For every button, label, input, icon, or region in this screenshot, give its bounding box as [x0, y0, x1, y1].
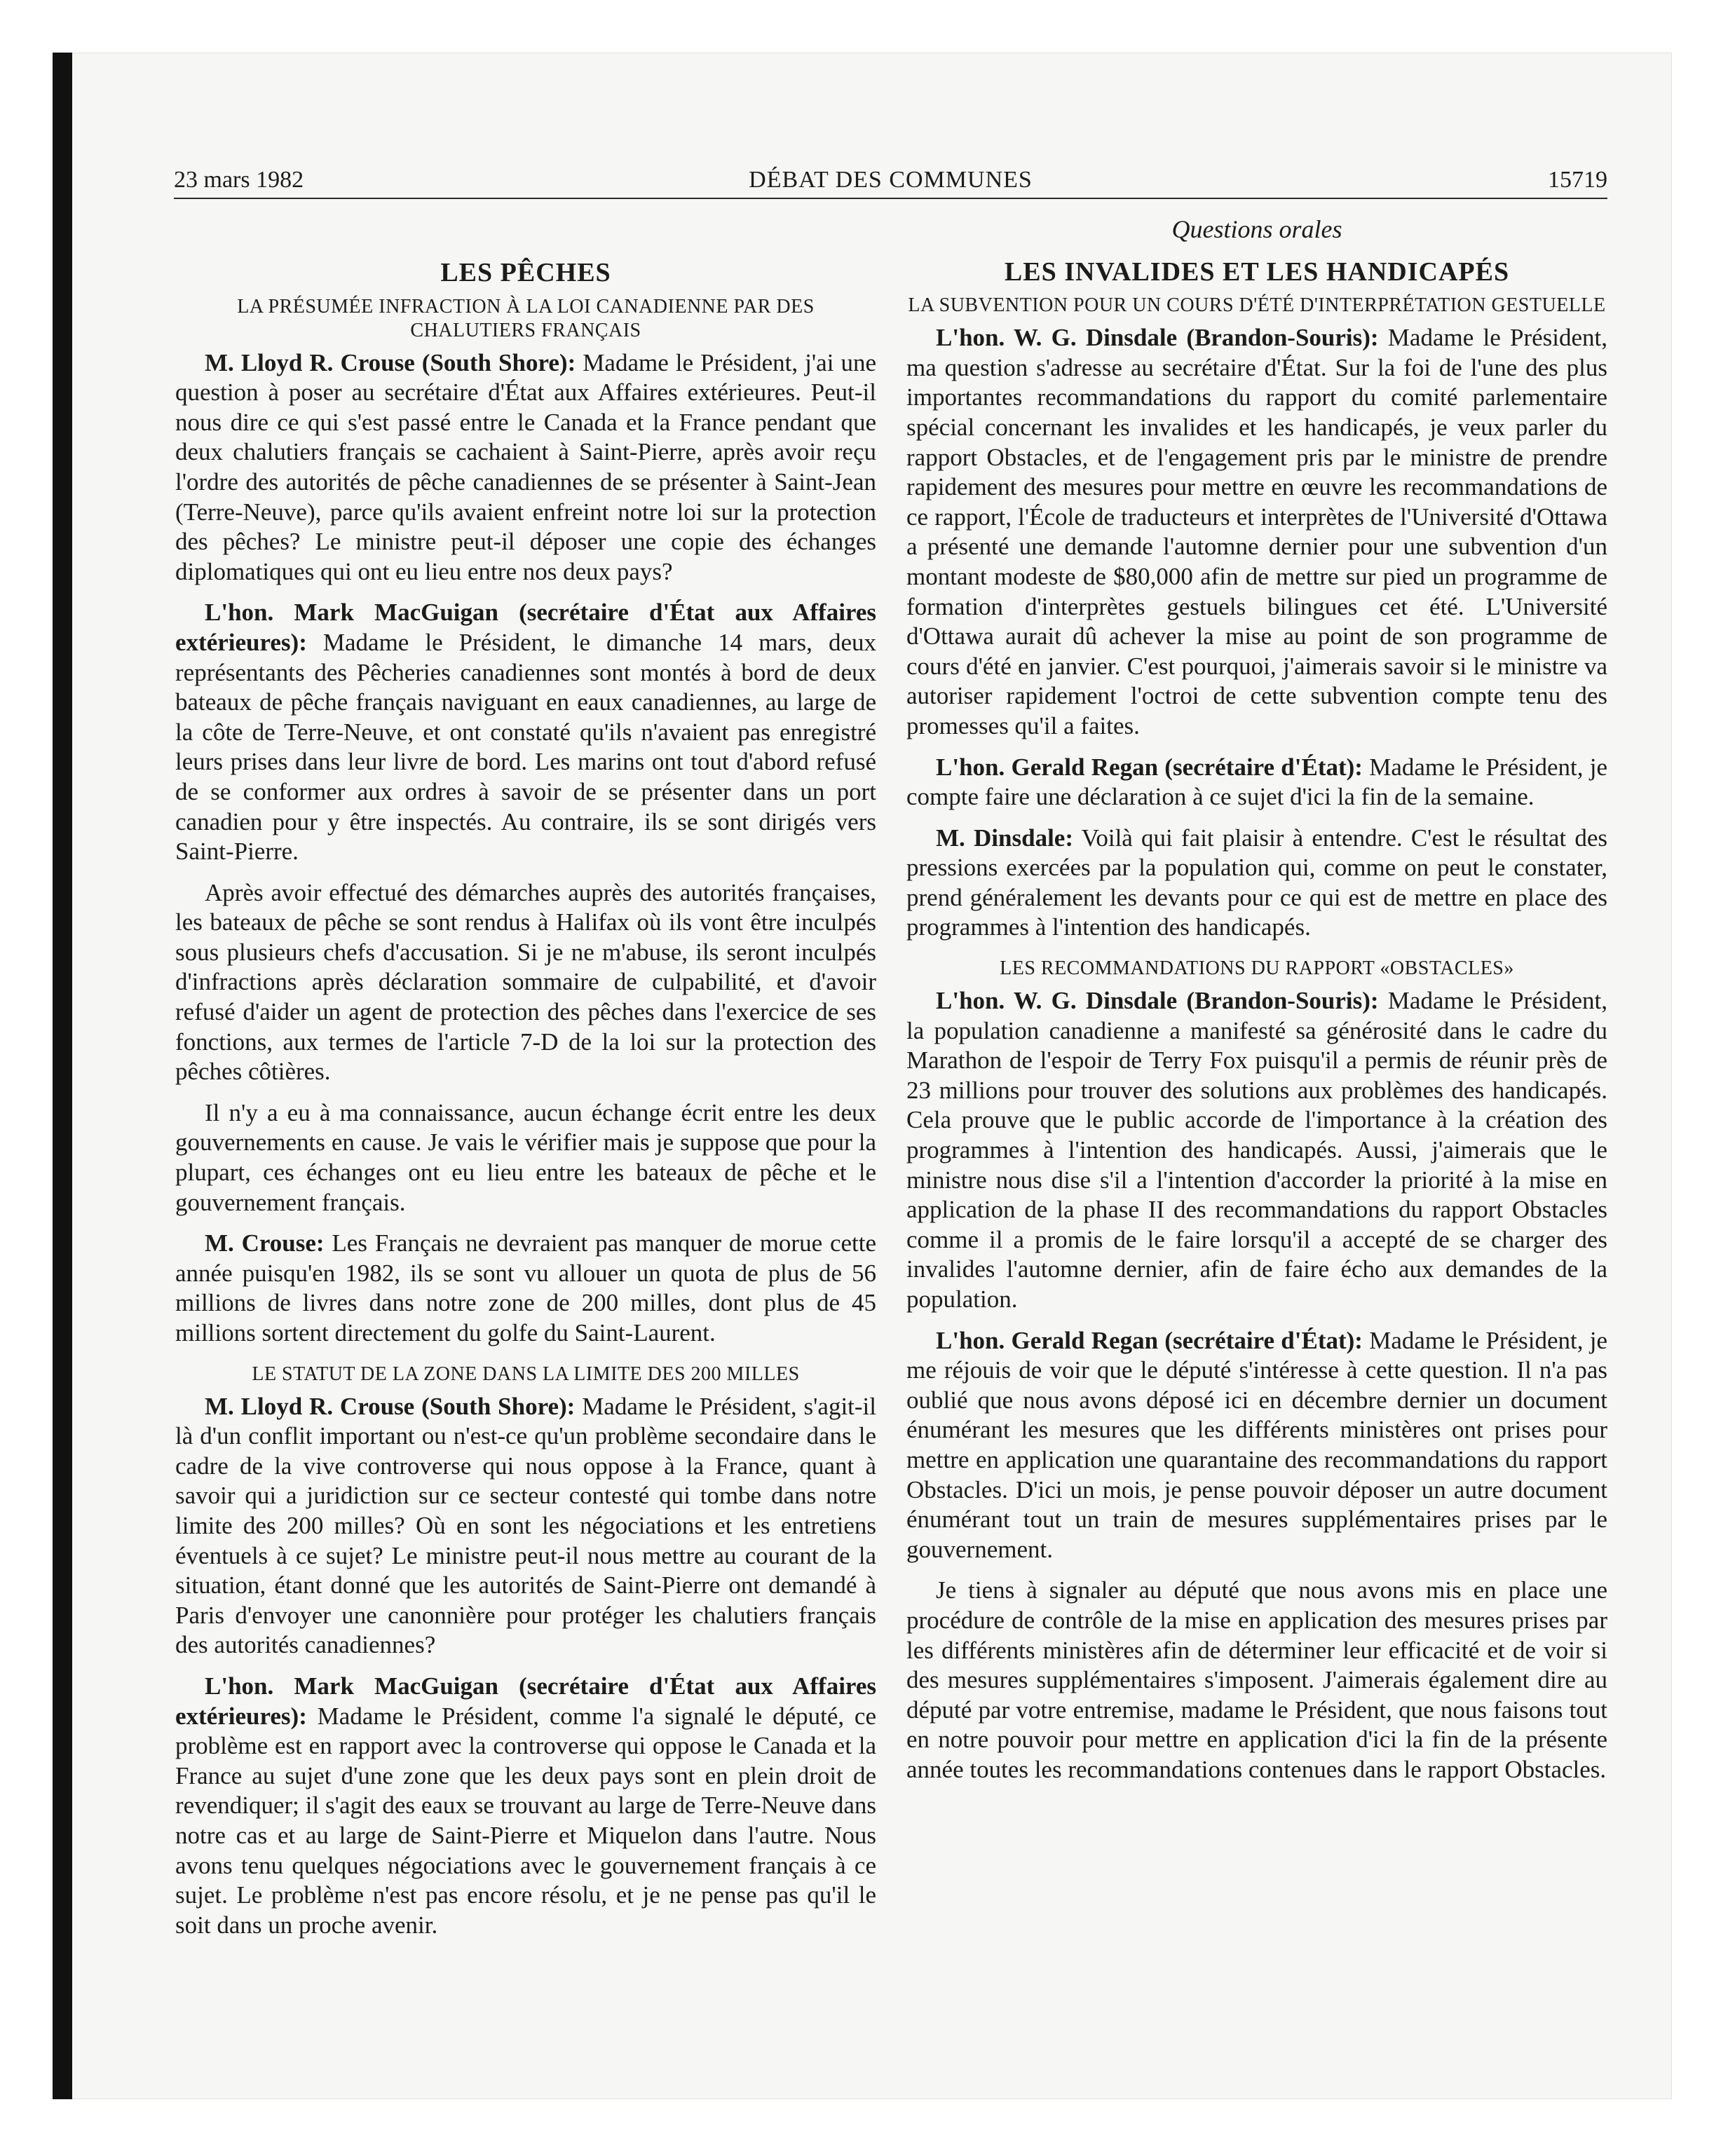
- speaker: L'hon. Mark MacGuigan (secrétaire d'État aux Affaires extérieures):: [175, 1672, 876, 1730]
- paragraph-text: Madame le Président, je me réjouis de voir que le député s'intéresse à cette question. Il n'a pas oublié que nous avons déposé ici en décembre dernier un document énumérant les mesures que les différents ministères ont prises pour mettre en application une quarantaine des recommandations du rapport Obstacles. D'ici un mois, je pense pouvoir déposer un autre document énumérant tout un train de mesures supplémentaires prises par le gouvernement.: [906, 1326, 1607, 1563]
- left-column: [175, 214, 876, 1951]
- page-header: [174, 163, 1607, 199]
- left-column-spacer: [175, 214, 876, 255]
- header-page-number: 15719: [1548, 167, 1607, 193]
- header-date: 23 mars 1982: [174, 167, 304, 193]
- paragraph: [175, 1229, 876, 1348]
- speaker: M. Crouse:: [205, 1229, 325, 1257]
- section-label-questions-orales: Questions orales: [1171, 215, 1342, 243]
- speaker: L'hon. W. G. Dinsdale (Brandon-Souris):: [936, 324, 1379, 352]
- speaker: L'hon. Gerald Regan (secrétaire d'État):: [936, 753, 1363, 781]
- paragraph: Après avoir effectué des démarches auprès des autorités françaises, les bateaux de pêche se sont rendus à Halifax où ils vont être inculpés sous plusieurs chefs d'accusation. Si je ne m'abuse, ils seront inculpés d'infractions après déclaration sommaire de culpabilité, et d'avoir refusé d'aider un agent de protection des pêches dans l'exercice de ses fonctions, aux termes de l'article 7-D de la loi sur la protection des pêches côtières.: [175, 878, 876, 1086]
- subhead-subvention: LA SUBVENTION POUR UN COURS D'ÉTÉ D'INTERPRÉTATION GESTUELLE: [908, 294, 1606, 317]
- paragraph-text: Madame le Président, le dimanche 14 mars, deux représentants des Pêcheries canadiennes sont montés à bord de deux bateaux de pêche français naviguant en eaux canadiennes, au large de la côte de Terre-Neuve, et ont constaté qu'ils n'avaient pas enregistré leurs prises dans leur livre de bord. Les marins ont tout d'abord refusé de se conformer aux ordres à savoir de se présenter dans un port canadien pour y être inspectés. Au contraire, ils se sont dirigés vers Saint-Pierre.: [175, 628, 876, 866]
- paragraph: [906, 753, 1607, 812]
- right-column: [906, 214, 1607, 1796]
- paragraph-text: Madame le Président, ma question s'adresse au secrétaire d'État. Sur la foi de l'une des plus importantes recommandations du rapport du comité parlementaire spécial concernant les invalides et les handicapés, je veux parler du rapport Obstacles, et de l'engagement pris par le ministre de prendre rapidement des mesures pour mettre en œuvre les recommandations de ce rapport, l'École de traducteurs et interprètes de l'Université d'Ottawa a présenté une demande l'automne dernier pour une subvention d'un montant modeste de $80,000 afin de mettre sur pied un programme de formation d'interprètes gestuels bilingues cet été. L'Université d'Ottawa aurait dû achever la mise au point de son programme de cours d'été en janvier. C'est pourquoi, j'aimerais savoir si le ministre va autoriser rapidement l'octroi de cette subvention compte tenu des promesses qu'il a faites.: [906, 324, 1607, 739]
- speaker: L'hon. Mark MacGuigan (secrétaire d'État aux Affaires extérieures):: [175, 599, 876, 656]
- paragraph: [906, 824, 1607, 943]
- speaker: M. Lloyd R. Crouse (South Shore):: [205, 348, 576, 376]
- speaker: L'hon. W. G. Dinsdale (Brandon-Souris):: [936, 987, 1379, 1015]
- paragraph-text: Madame le Président, s'agit-il là d'un conflit important ou n'est-ce qu'un problème secondaire dans le cadre de la vive controverse qui nous oppose à la France, quant à savoir qui a juridiction sur ce secteur contesté qui tombe dans notre limite des 200 milles? Où en sont les négociations et les entretiens éventuels à ce sujet? Le ministre peut-il nous mettre au courant de la situation, étant donné que les autorités de Saint-Pierre ont demandé à Paris d'envoyer une canonnière pour protéger les chalutiers français des autorités canadiennes?: [175, 1392, 876, 1659]
- paragraph: [906, 1326, 1607, 1565]
- section-title-invalides: LES INVALIDES ET LES HANDICAPÉS: [1004, 257, 1510, 287]
- speaker: M. Lloyd R. Crouse (South Shore):: [205, 1392, 576, 1420]
- section-title-peches: LES PÊCHES: [440, 258, 611, 287]
- paragraph: [175, 598, 876, 866]
- paragraph-text: Madame le Président, comme l'a signalé le député, ce problème est en rapport avec la controverse qui oppose le Canada et la France au sujet d'une zone que les deux pays sont en plein droit de revendiquer; il s'agit des eaux se trouvant au large de Terre-Neuve dans notre cas et au large de Saint-Pierre et Miquelon dans l'autre. Nous avons tenu quelques négociations avec le gouvernement français à ce sujet. Le problème n'est pas encore résolu, et je ne pense pas qu'il le soit dans un proche avenir.: [175, 1702, 876, 1939]
- paragraph: [906, 986, 1607, 1315]
- paragraph-text: Voilà qui fait plaisir à entendre. C'est le résultat des pressions exercées par la population qui, comme on peut le constater, prend généralement les devants pour ce qui est de mettre en place des programmes à l'intention des handicapés.: [906, 824, 1607, 941]
- speaker: L'hon. Gerald Regan (secrétaire d'État):: [936, 1326, 1363, 1354]
- binding-edge: [53, 53, 72, 2099]
- paragraph: Je tiens à signaler au député que nous avons mis en place une procédure de contrôle de la mise en application des mesures prises par les différents ministères afin de déterminer leur efficacité et de voir si des mesures supplémentaires s'imposent. J'aimerais également dire au député par votre entremise, madame le Président, que nous faisons tout en notre pouvoir pour mettre en application d'ici la fin de la présente année toutes les recommandations contenues dans le rapport Obstacles.: [906, 1576, 1607, 1783]
- subhead-recommandations: LES RECOMMANDATIONS DU RAPPORT «OBSTACLES»: [1000, 957, 1514, 980]
- paragraph-text: Les Français ne devraient pas manquer de morue cette année puisqu'en 1982, ils se sont vu allouer un quota de plus de 56 millions de livres dans notre zone de 200 milles, dont plus de 45 millions sortent directement du golfe du Saint-Laurent.: [175, 1229, 876, 1346]
- speaker: M. Dinsdale:: [936, 824, 1073, 852]
- subhead-zone-200-milles: LE STATUT DE LA ZONE DANS LA LIMITE DES 200 MILLES: [252, 1363, 800, 1385]
- header-title: DÉBAT DES COMMUNES: [749, 167, 1033, 193]
- subhead-infraction: LA PRÉSUMÉE INFRACTION À LA LOI CANADIENNE PAR DES CHALUTIERS FRANÇAIS: [237, 295, 815, 341]
- paragraph: Il n'y a eu à ma connaissance, aucun échange écrit entre les deux gouvernements en cause. Je vais le vérifier mais je suppose que pour la plupart, ces échanges ont eu lieu entre les bateaux de pêche et le gouvernement français.: [175, 1098, 876, 1216]
- paragraph: [175, 1392, 876, 1660]
- paragraph: [175, 348, 876, 587]
- paragraph-text: Madame le Président, la population canadienne a manifesté sa générosité dans le cadre du Marathon de l'espoir de Terry Fox puisqu'il a permis de réunir près de 23 millions pour trouver des solutions aux problèmes des handicapés. Cela prouve que le public accorde de l'importance à la création des programmes à l'intention des handicapés. Aussi, j'aimerais que le ministre nous dise s'il a l'intention d'accorder la priorité à la mise en application de la phase II des recommandations du rapport Obstacles comme il a promis de le faire lorsqu'il a accepté de se charger des invalides l'automne dernier, afin de faire écho aux demandes de la population.: [906, 987, 1607, 1313]
- paragraph-text: Madame le Président, j'ai une question à poser au secrétaire d'État aux Affaires extérieures. Peut-il nous dire ce qui s'est passé entre le Canada et la France pendant que deux chalutiers français se cachaient à Saint-Pierre, après avoir reçu l'ordre des autorités de pêche canadiennes de se présenter à Saint-Jean (Terre-Neuve), parce qu'ils avaient enfreint notre loi sur la protection des pêches? Le ministre peut-il déposer une copie des échanges diplomatiques qui ont eu lieu entre nos deux pays?: [175, 348, 877, 585]
- paragraph-text: Madame le Président, je compte faire une déclaration à ce sujet d'ici la fin de la semaine.: [906, 753, 1607, 811]
- paragraph: [175, 1672, 876, 1940]
- paragraph: [906, 323, 1607, 741]
